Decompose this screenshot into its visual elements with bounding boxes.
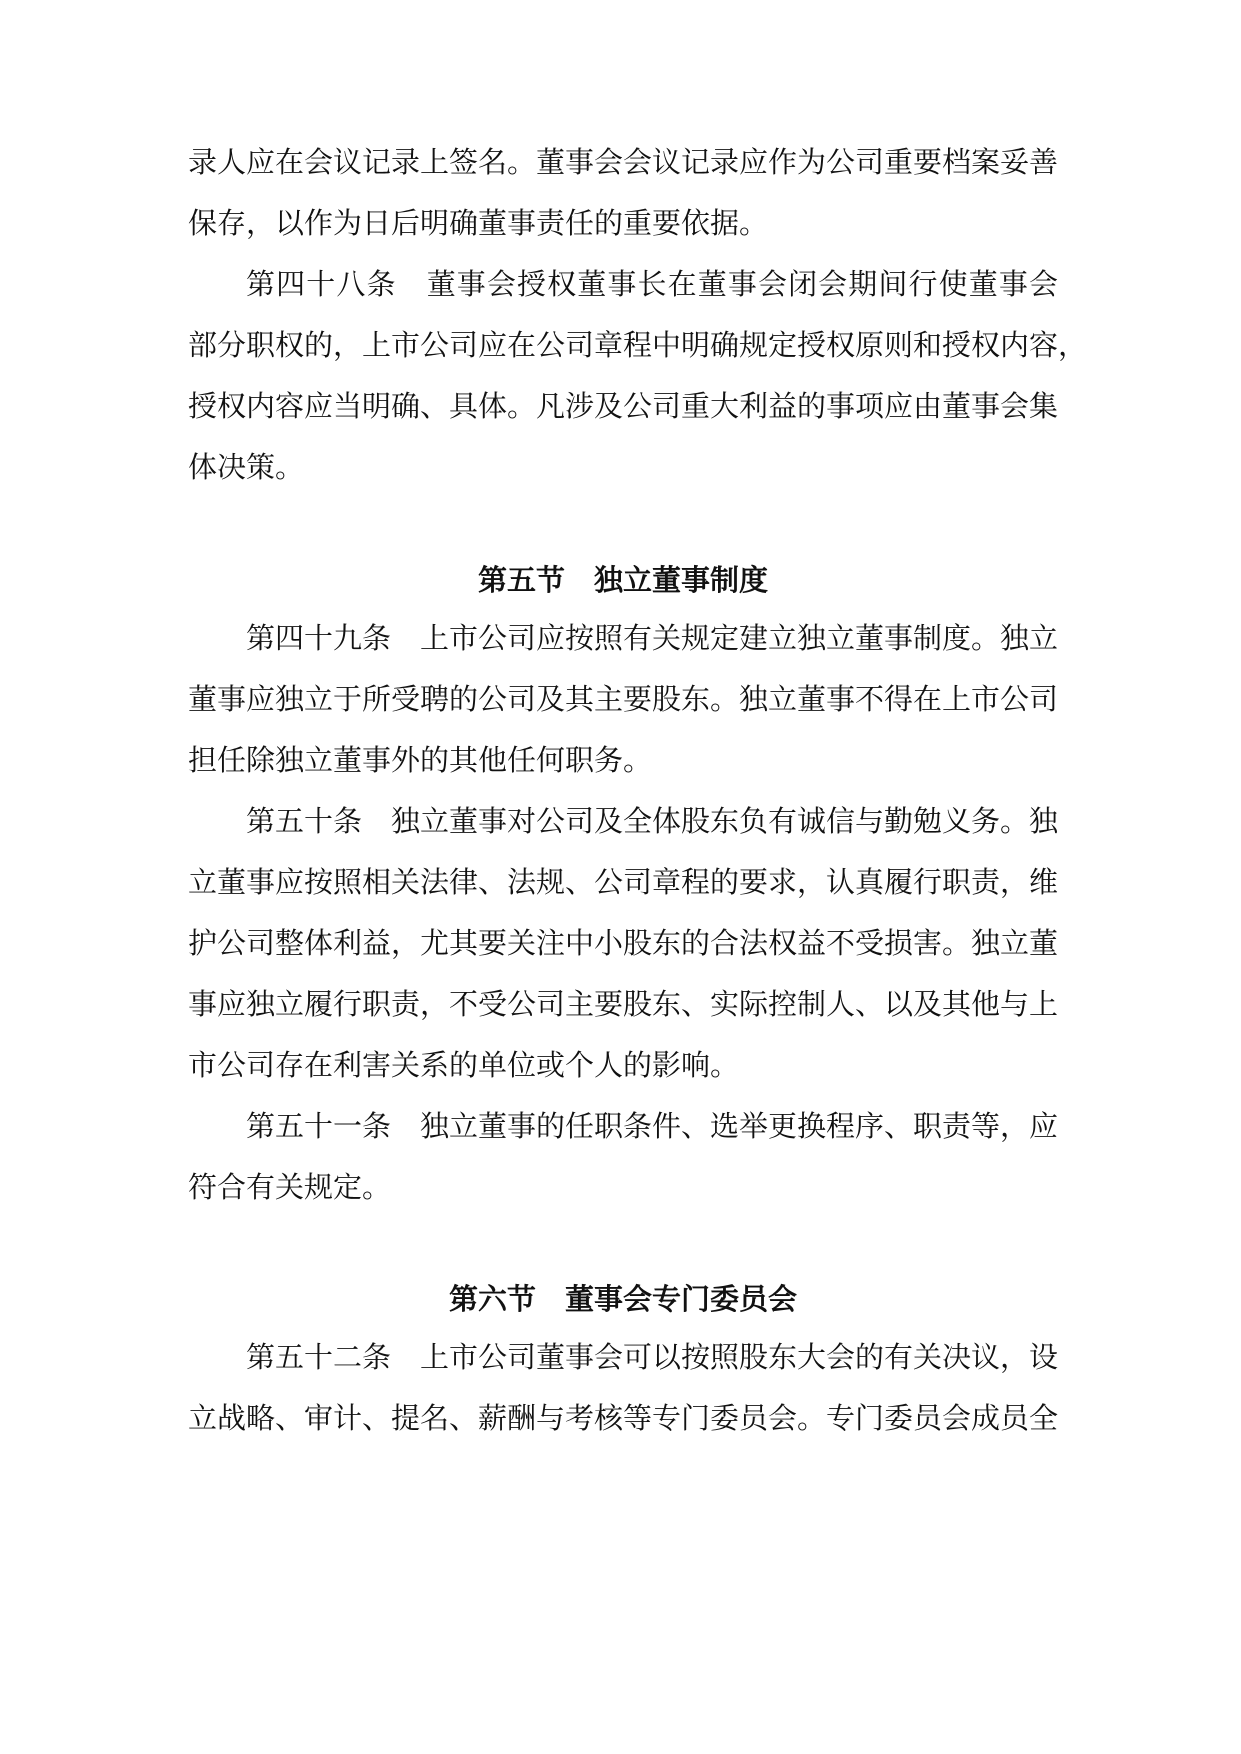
article-50-line: 第五十条 独立董事对公司及全体股东负有诚信与勤勉义务。独 <box>246 804 1059 838</box>
paragraph-line: 录人应在会议记录上签名。董事会会议记录应作为公司重要档案妥善 <box>188 145 1059 179</box>
article-52-line: 第五十二条 上市公司董事会可以按照股东大会的有关决议，设 <box>246 1340 1059 1374</box>
article-49-line: 第四十九条 上市公司应按照有关规定建立独立董事制度。独立 <box>246 621 1059 655</box>
paragraph-line: 担任除独立董事外的其他任何职务。 <box>188 743 653 777</box>
paragraph-line: 事应独立履行职责，不受公司主要股东、实际控制人、以及其他与上 <box>188 987 1059 1021</box>
paragraph-line: 立战略、审计、提名、薪酬与考核等专门委员会。专门委员会成员全 <box>188 1401 1059 1435</box>
paragraph-line: 部分职权的，上市公司应在公司章程中明确规定授权原则和授权内容， <box>188 328 1088 362</box>
article-48-line: 第四十八条 董事会授权董事长在董事会闭会期间行使董事会 <box>246 267 1058 301</box>
article-51-line: 第五十一条 独立董事的任职条件、选举更换程序、职责等，应 <box>246 1109 1059 1143</box>
paragraph-line: 立董事应按照相关法律、法规、公司章程的要求，认真履行职责，维 <box>188 865 1059 899</box>
paragraph-line: 符合有关规定。 <box>188 1170 392 1204</box>
section-6-heading: 第六节 董事会专门委员会 <box>448 1282 797 1316</box>
paragraph-line: 董事应独立于所受聘的公司及其主要股东。独立董事不得在上市公司 <box>188 682 1059 716</box>
paragraph-line: 护公司整体利益，尤其要关注中小股东的合法权益不受损害。独立董 <box>188 926 1059 960</box>
paragraph-line: 体决策。 <box>188 450 305 484</box>
paragraph-line: 保存，以作为日后明确董事责任的重要依据。 <box>188 206 769 240</box>
paragraph-line: 授权内容应当明确、具体。凡涉及公司重大利益的事项应由董事会集 <box>188 389 1059 423</box>
paragraph-line: 市公司存在利害关系的单位或个人的影响。 <box>188 1048 740 1082</box>
section-5-heading: 第五节 独立董事制度 <box>477 563 768 597</box>
